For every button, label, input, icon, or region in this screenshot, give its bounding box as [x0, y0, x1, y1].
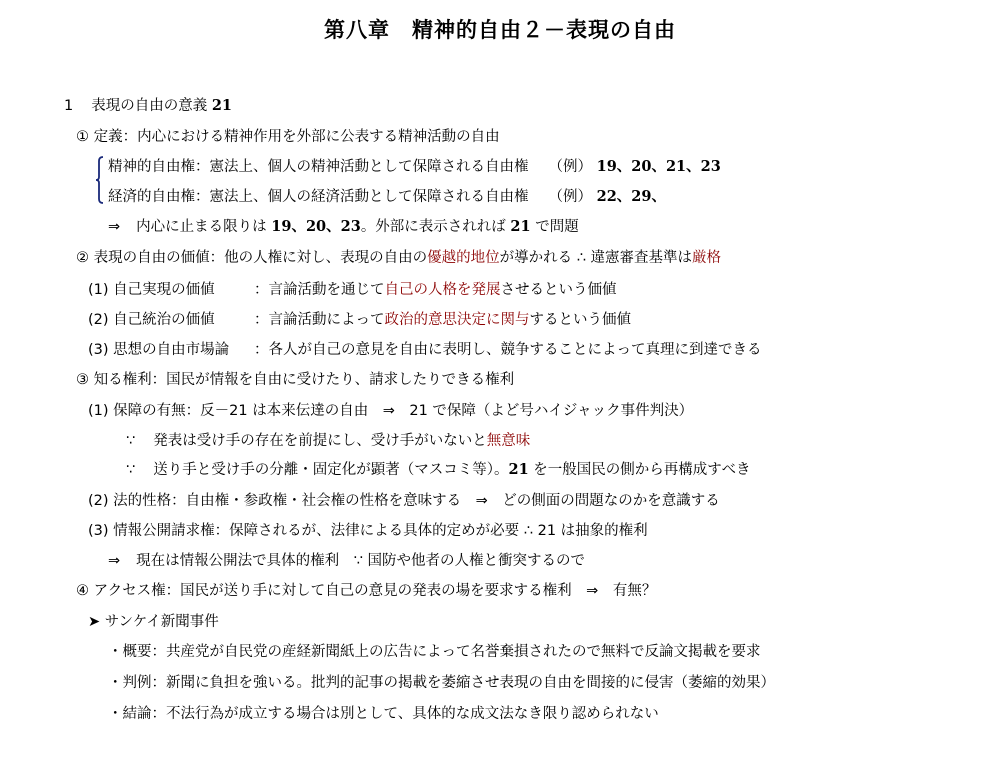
item-marker: ④ [76, 583, 89, 599]
note-row [108, 551, 585, 571]
emphasis-text: 無意味 [486, 433, 531, 449]
section-heading [64, 96, 232, 116]
case-point: ・結論：不法行為が成立する場合は別として、具体的な成文法なき限り認められない [108, 706, 659, 722]
text: ：言論活動を通じて [254, 282, 385, 298]
article-number: 21 [211, 97, 233, 114]
emphasis-text: 自己の人格を発展 [384, 282, 501, 298]
example-label: （例） [548, 189, 592, 205]
text: 知る権利：国民が情報を自由に受けたり、請求したりできる権利 [93, 372, 515, 388]
item-marker: ③ [76, 372, 89, 388]
mental-freedom-row [108, 157, 721, 177]
emphasis-text: 優越的地位 [427, 250, 500, 266]
value-row [88, 340, 762, 360]
because-icon: ∵ [126, 462, 136, 478]
definition-conclusion [108, 217, 579, 237]
text: 内心に止まる限りは [136, 219, 267, 235]
page-title: 第八章 精神的自由２－表現の自由 [324, 18, 676, 42]
text: が導かれる ∴ 違憲審査基準は [499, 250, 693, 266]
item-value [76, 248, 721, 268]
case-title: サンケイ新聞事件 [104, 614, 219, 630]
emphasis-text: 厳格 [692, 250, 722, 266]
reason-row [126, 460, 751, 480]
text: アクセス権：国民が送り手に対して自己の意見の発表の場を要求する権利 ⇒ 有無？ [93, 583, 657, 599]
text: 送り手と受け手の分離・固定化が顕著（マスコミ等）。 [153, 462, 509, 478]
item-marker: ① [76, 129, 89, 145]
value-label: (1) 自己実現の価値 [88, 282, 215, 298]
example-articles: 19、20、21、23 [596, 158, 721, 175]
arrow-icon: ⇒ [108, 219, 121, 235]
section-number: 1 [64, 98, 74, 114]
sub-item: (1) 保障の有無：反－21 は本来伝達の自由 ⇒ 21 で保障（よど号ハイジャック事件判決） [88, 403, 694, 419]
brace-icon [96, 156, 104, 204]
article-number: 21 [510, 218, 531, 235]
economic-freedom-label: 経済的自由権：憲法上、個人の経済活動として保障される自由権 [108, 189, 529, 205]
value-row [88, 310, 631, 330]
value-label: (3) 思想の自由市場論 [88, 342, 230, 358]
text: を一般国民の側から再構成すべき [533, 462, 751, 478]
mental-freedom-label: 精神的自由権：憲法上、個人の精神活動として保障される自由権 [108, 159, 529, 175]
economic-freedom-row [108, 187, 666, 207]
definition-text: 定義：内心における精神作用を外部に公表する精神活動の自由 [93, 129, 500, 145]
arrow-bullet-icon: ➤ [88, 614, 101, 630]
emphasis-text: 政治的意思決定に関与 [384, 312, 530, 328]
text: するという価値 [529, 312, 631, 328]
text: 現在は情報公開法で具体的権利 ∵ 国防や他者の人権と衝突するので [136, 553, 585, 569]
arrow-icon: ⇒ [108, 553, 121, 569]
article-numbers: 19、20、23 [271, 218, 361, 235]
text: ：言論活動によって [254, 312, 385, 328]
article-number: 21 [508, 461, 529, 478]
value-label: (2) 自己統治の価値 [88, 312, 215, 328]
item-definition [76, 127, 500, 147]
text: ：各人が自己の意見を自由に表明し、競争することによって真理に到達できる [254, 342, 762, 358]
item-access-right [76, 581, 656, 601]
value-row [88, 280, 617, 300]
reason-row [126, 431, 530, 451]
text: させるという価値 [500, 282, 617, 298]
text: 発表は受け手の存在を前提にし、受け手がいないと [153, 433, 487, 449]
example-articles: 22、29、 [596, 188, 666, 205]
section-title: 表現の自由の意義 [91, 98, 208, 114]
item-marker: ② [76, 250, 89, 266]
case-point: ・判例：新聞に負担を強いる。批判的記事の掲載を萎縮させ表現の自由を間接的に侵害（萎縮的効果） [108, 675, 775, 691]
sub-item: (3) 情報公開請求権：保障されるが、法律による具体的定めが必要 ∴ 21 は抽象的権利 [88, 523, 648, 539]
because-icon: ∵ [126, 433, 136, 449]
sub-item: (2) 法的性格：自由権・参政権・社会権の性格を意味する ⇒ どの側面の問題なのかを意識する [88, 493, 720, 509]
case-heading [88, 612, 219, 632]
text: で問題 [535, 219, 579, 235]
text: 表現の自由の価値：他の人権に対し、表現の自由の [93, 250, 428, 266]
example-label: （例） [548, 159, 592, 175]
item-right-to-know [76, 370, 514, 390]
case-point: ・概要：共産党が自民党の産経新聞紙上の広告によって名誉棄損されたので無料で反論文掲載を要求 [108, 644, 761, 660]
text: 。外部に表示されれば [360, 219, 506, 235]
